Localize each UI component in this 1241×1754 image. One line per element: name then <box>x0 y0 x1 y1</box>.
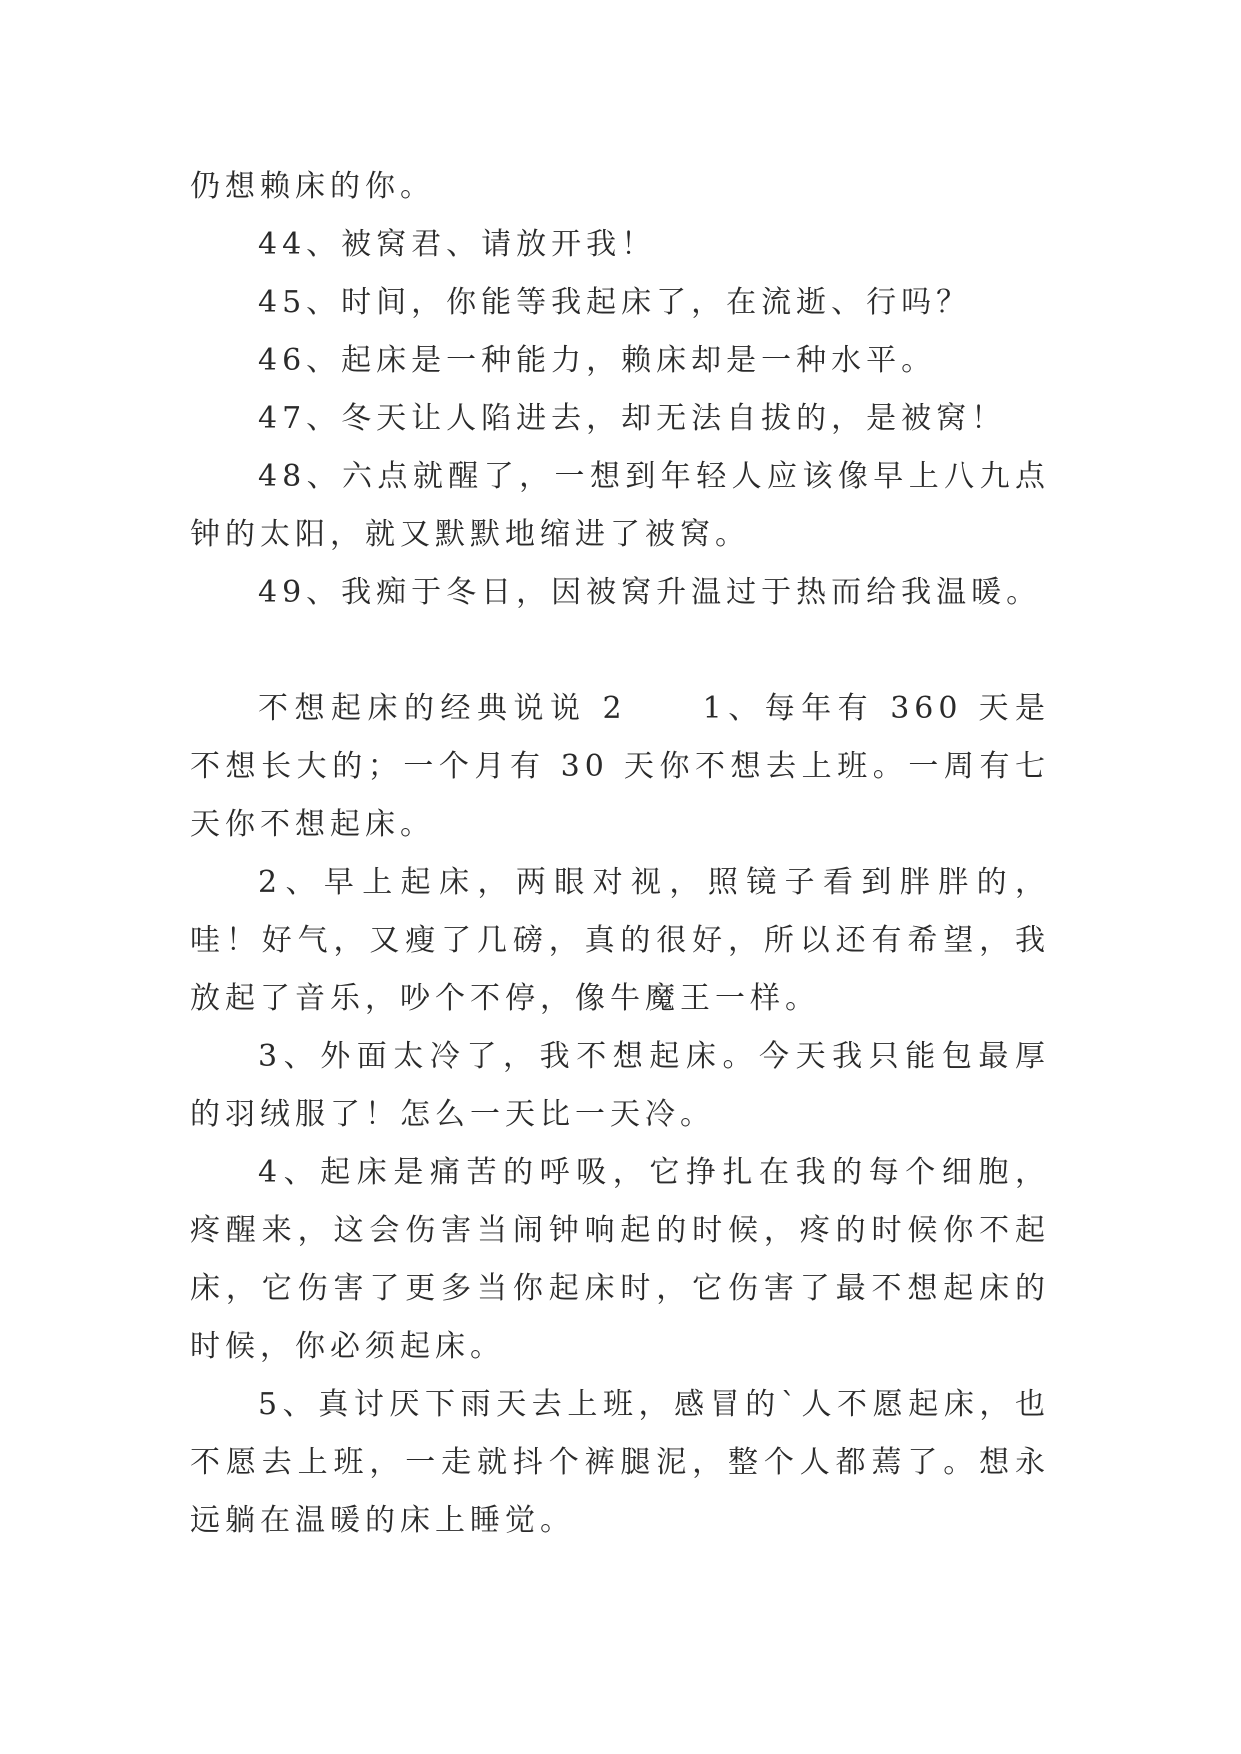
list-item: 44、被窝君、请放开我！ <box>258 227 657 262</box>
list-item: 48、六点就醒了，一想到年轻人应该像早上八九点钟的太阳，就又默默地缩进了被窝。 <box>190 459 1050 552</box>
list-item: 5、真讨厌下雨天去上班，感冒的`人不愿起床，也不愿去上班，一走就抖个裤腿泥，整个人都蔫了。想永远躺在温暖的床上睡觉。 <box>190 1387 1050 1538</box>
list-item: 3、外面太冷了，我不想起床。今天我只能包最厚的羽绒服了！怎么一天比一天冷。 <box>190 1039 1050 1132</box>
list-item: 4、起床是痛苦的呼吸，它挣扎在我的每个细胞，疼醒来，这会伤害当闹钟响起的时候，疼的时候你不起床，它伤害了更多当你起床时，它伤害了最不想起床的时候，你必须起床。 <box>190 1155 1050 1364</box>
list-item: 2、早上起床，两眼对视，照镜子看到胖胖的，哇！好气，又瘦了几磅，真的很好，所以还有希望，我放起了音乐，吵个不停，像牛魔王一样。 <box>190 865 1050 1016</box>
list-item: 46、起床是一种能力，赖床却是一种水平。 <box>258 343 937 378</box>
document-body <box>190 158 1050 1550</box>
list-item: 49、我痴于冬日，因被窝升温过于热而给我温暖。 <box>258 575 1042 610</box>
list-item: 47、冬天让人陷进去，却无法自拔的，是被窝！ <box>258 401 1007 436</box>
section-spacer <box>190 622 1050 680</box>
list-item: 45、时间，你能等我起床了，在流逝、行吗？ <box>258 285 972 320</box>
section-paragraph <box>190 680 1050 854</box>
paragraph: 仍想赖床的你。 <box>190 169 435 204</box>
list-item: 1、每年有 360 天是不想长大的；一个月有 30 天你不想去上班。一周有七天你不想起床。 <box>190 691 1051 842</box>
section-heading: 不想起床的经典说说 2 <box>258 691 627 726</box>
